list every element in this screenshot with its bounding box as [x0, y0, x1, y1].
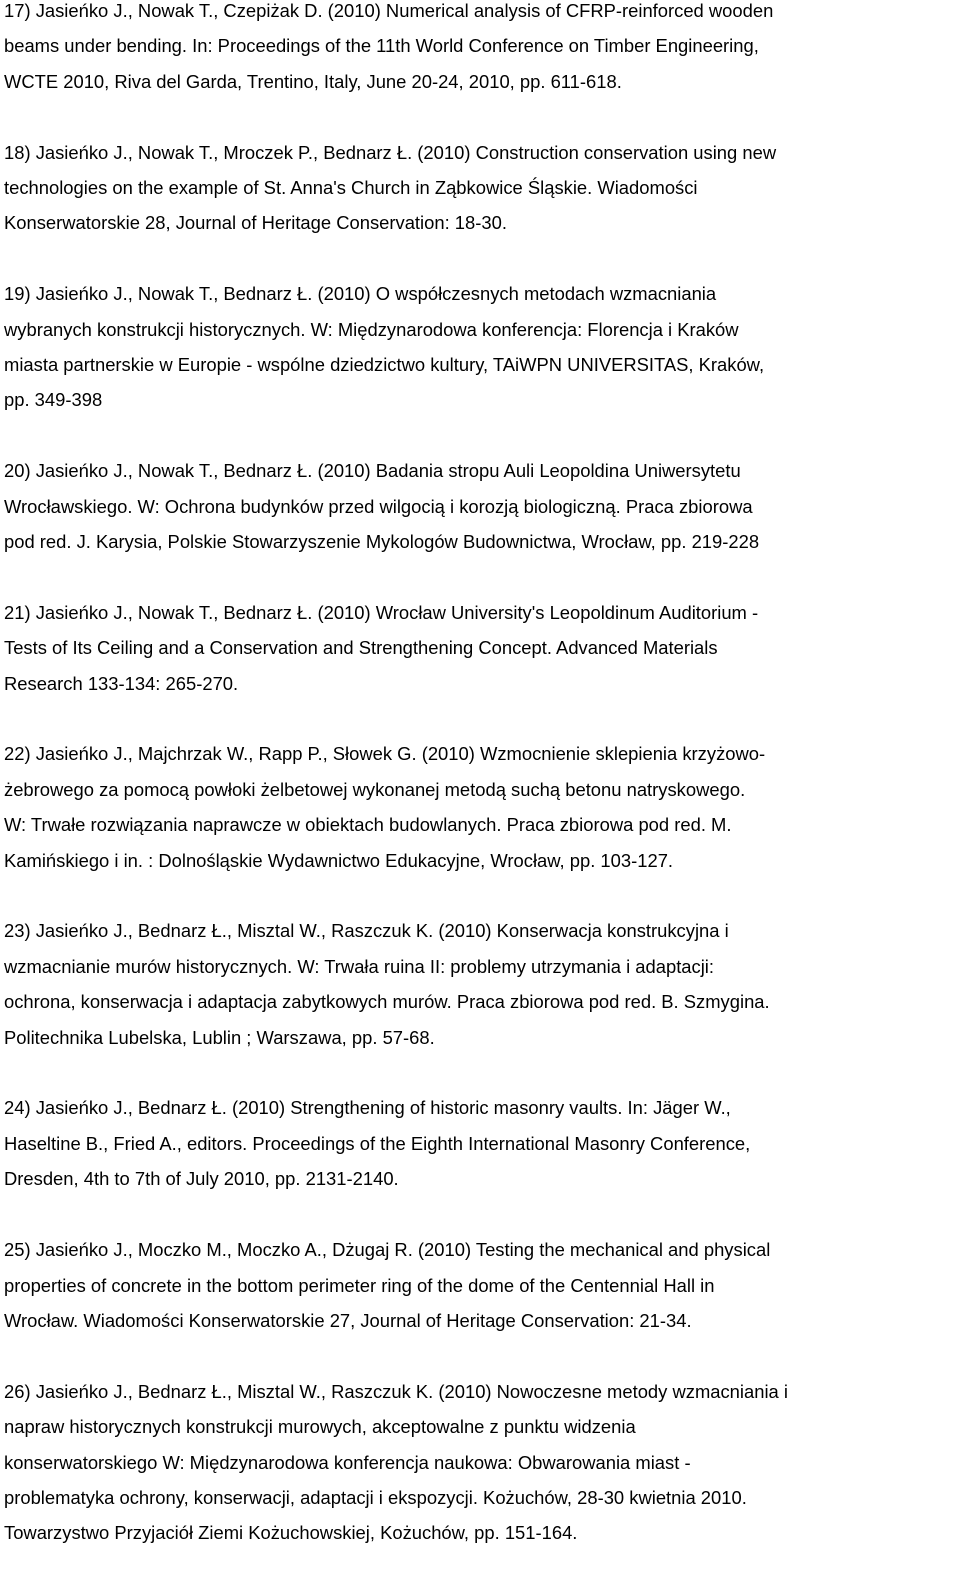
reference-line: 18) Jasieńko J., Nowak T., Mroczek P., Bednarz Ł. (2010) Construction conservation using new — [4, 141, 777, 163]
reference-line: 22) Jasieńko J., Majchrzak W., Rapp P., Słowek G. (2010) Wzmocnienie sklepienia krzyżowo- — [4, 743, 766, 765]
reference-line: 24) Jasieńko J., Bednarz Ł. (2010) Strengthening of historic masonry vaults. In: Jäger W., — [4, 1097, 731, 1119]
reference-list — [4, 0, 956, 1586]
reference-line: 25) Jasieńko J., Moczko M., Moczko A., Dżugaj R. (2010) Testing the mechanical and physical — [4, 1239, 771, 1261]
reference-line: 23) Jasieńko J., Bednarz Ł., Misztal W., Raszczuk K. (2010) Konserwacja konstrukcyjna i — [4, 920, 729, 942]
reference-line: żebrowego za pomocą powłoki żelbetowej wykonanej metodą suchą betonu natryskowego. — [4, 778, 746, 800]
reference-line: 17) Jasieńko J., Nowak T., Czepiżak D. (2010) Numerical analysis of CFRP-reinforced wooden — [4, 0, 774, 21]
reference-line: beams under bending. In: Proceedings of the 11th World Conference on Timber Engineering, — [4, 35, 759, 57]
reference-line: Towarzystwo Przyjaciół Ziemi Kożuchowskiej, Kożuchów, pp. 151-164. — [4, 1522, 578, 1544]
reference-line: Haseltine B., Fried A., editors. Proceedings of the Eighth International Masonry Conference, — [4, 1132, 751, 1154]
reference-line: wybranych konstrukcji historycznych. W: Międzynarodowa konferencja: Florencja i Kraków — [4, 318, 739, 340]
reference-line: pp. 349-398 — [4, 389, 103, 411]
reference-line: Kamińskiego i in. : Dolnośląskie Wydawnictwo Edukacyjne, Wrocław, pp. 103-127. — [4, 849, 674, 871]
reference-line: Wrocław. Wiadomości Konserwatorskie 27, Journal of Heritage Conservation: 21-34. — [4, 1309, 692, 1331]
reference-item-24 — [4, 1090, 956, 1196]
reference-item-26 — [4, 1374, 956, 1551]
reference-line: napraw historycznych konstrukcji murowych, akceptowalne z punktu widzenia — [4, 1416, 636, 1438]
reference-item-18 — [4, 135, 956, 241]
reference-item-17 — [4, 0, 956, 99]
reference-item-21 — [4, 595, 956, 701]
reference-line: technologies on the example of St. Anna's Church in Ząbkowice Śląskie. Wiadomości — [4, 177, 698, 199]
reference-line: 19) Jasieńko J., Nowak T., Bednarz Ł. (2010) O współczesnych metodach wzmacniania — [4, 283, 717, 305]
reference-line: 26) Jasieńko J., Bednarz Ł., Misztal W., Raszczuk K. (2010) Nowoczesne metody wzmacniania i — [4, 1380, 788, 1402]
reference-item-25 — [4, 1232, 956, 1338]
reference-line: Konserwatorskie 28, Journal of Heritage Conservation: 18-30. — [4, 212, 507, 234]
reference-item-20 — [4, 453, 956, 559]
reference-line: pod red. J. Karysia, Polskie Stowarzyszenie Mykologów Budownictwa, Wrocław, pp. 219-228 — [4, 531, 760, 553]
reference-item-19 — [4, 276, 956, 418]
reference-line: 21) Jasieńko J., Nowak T., Bednarz Ł. (2010) Wrocław University's Leopoldinum Auditorium - — [4, 601, 759, 623]
reference-line: Tests of Its Ceiling and a Conservation and Strengthening Concept. Advanced Materials — [4, 637, 718, 659]
reference-line: WCTE 2010, Riva del Garda, Trentino, Italy, June 20-24, 2010, pp. 611-618. — [4, 70, 622, 92]
reference-line: miasta partnerskie w Europie - wspólne dziedzictwo kultury, TAiWPN UNIVERSITAS, Kraków, — [4, 354, 765, 376]
reference-line: konserwatorskiego W: Międzynarodowa konferencja naukowa: Obwarowania miast - — [4, 1451, 691, 1473]
reference-line: properties of concrete in the bottom perimeter ring of the dome of the Centennial Hall in — [4, 1274, 715, 1296]
reference-line: W: Trwałe rozwiązania naprawcze w obiektach budowlanych. Praca zbiorowa pod red. M. — [4, 814, 732, 836]
reference-line: Politechnika Lubelska, Lublin ; Warszawa, pp. 57-68. — [4, 1026, 435, 1048]
reference-line: Dresden, 4th to 7th of July 2010, pp. 2131-2140. — [4, 1168, 399, 1190]
reference-line: wzmacnianie murów historycznych. W: Trwała ruina II: problemy utrzymania i adaptacji: — [4, 955, 715, 977]
reference-item-22 — [4, 736, 956, 878]
reference-line: ochrona, konserwacja i adaptacja zabytkowych murów. Praca zbiorowa pod red. B. Szmygina. — [4, 991, 770, 1013]
reference-line: Wrocławskiego. W: Ochrona budynków przed wilgocią i korozją biologiczną. Praca zbiorowa — [4, 495, 753, 517]
reference-item-23 — [4, 913, 956, 1055]
reference-line: 20) Jasieńko J., Nowak T., Bednarz Ł. (2010) Badania stropu Auli Leopoldina Uniwersytetu — [4, 460, 741, 482]
reference-line: problematyka ochrony, konserwacji, adaptacji i ekspozycji. Kożuchów, 28-30 kwietnia 2010. — [4, 1486, 747, 1508]
reference-line: Research 133-134: 265-270. — [4, 672, 239, 694]
